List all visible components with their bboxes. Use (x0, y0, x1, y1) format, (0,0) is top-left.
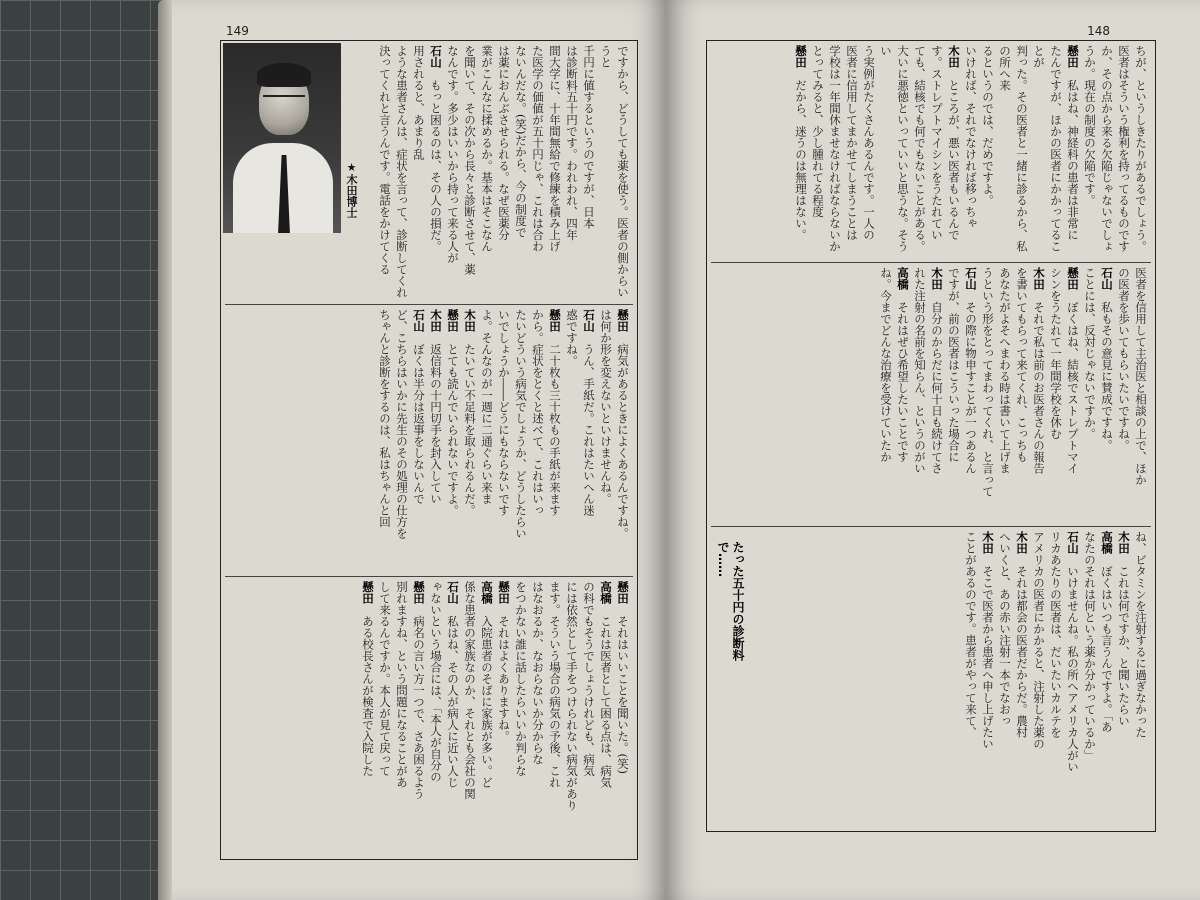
speaker-name: 木田 (1117, 531, 1131, 554)
text-column (928, 267, 945, 521)
speaker-name: 高橋 (599, 581, 613, 604)
speaker-name: 石山 (429, 45, 443, 68)
left-page (158, 0, 666, 900)
dialogue-text: それはいいことを聞いた。(笑) (616, 615, 630, 774)
text-column (826, 45, 843, 257)
dialogue-text: うか。現在の制度の欠陥です。 (1083, 45, 1097, 206)
dialogue-text: 別れますね、という問題になることがあ (395, 581, 409, 788)
dialogue-text: 医者に信用してまかせてしまうことは (845, 45, 859, 241)
text-column (461, 45, 478, 299)
text-column (1047, 267, 1064, 521)
speaker-name: 石山 (582, 309, 596, 332)
dialogue-text: の医者を歩いてもらいたいですね。 (1117, 267, 1131, 451)
text-column (359, 581, 376, 853)
dialogue-text: ぼくはね、結核でストレプトマイ (1066, 301, 1080, 474)
dialogue-text: 二十枚も三十枚もの手紙が来ます (548, 343, 562, 516)
dialogue-text: いけませんね。私の所へアメリカ人がい (1066, 565, 1080, 773)
speaker-name: 高橋 (1100, 531, 1114, 554)
left-text-frame (220, 40, 638, 860)
text-column (1098, 45, 1115, 257)
dialogue-text: これは何ですか、と聞いたらい (1117, 565, 1131, 727)
dialogue-text: それはよくありますね。 (497, 615, 511, 742)
dialogue-text: ような患者さんは、症状を言って、診断してくれ (395, 45, 409, 298)
speaker-name: 石山 (964, 267, 978, 290)
text-column (1013, 531, 1030, 825)
text-column (461, 581, 478, 853)
text-column (1047, 531, 1064, 825)
dialogue-text: 用されると、あまり乱 (412, 45, 426, 160)
text-column (376, 581, 393, 853)
text-column (1081, 531, 1098, 825)
dialogue-text: から。症状をとくと述べて、これはいっ (531, 309, 545, 516)
dialogue-text: へいくと、あの赤い注射一本でなおっ (998, 531, 1012, 727)
dialogue-text: ゃないという場合には、「本人が自分の (429, 581, 443, 783)
dialogue-text: なたのそれは何という薬か分かっているか」 (1083, 531, 1097, 761)
speaker-name: 懸田 (361, 581, 375, 604)
left-middle-tier (221, 305, 637, 575)
dialogue-text: ところが、悪い医者もいるんで (947, 79, 961, 241)
text-column (945, 45, 962, 257)
dialogue-text: うん、手紙だ。これはたいへん迷 (582, 343, 596, 516)
dialogue-text: して来るんですか。本人が見て戻って (378, 581, 392, 777)
text-column (495, 309, 512, 571)
dialogue-text: だから、迷うのは無理はない。 (794, 79, 808, 241)
text-column (580, 309, 597, 571)
text-column (444, 45, 461, 299)
speaker-name: 懸田 (794, 45, 808, 68)
dialogue-text: うという形をとってまわってくれ、と言って (981, 267, 995, 497)
text-column (512, 45, 529, 299)
dialogue-text: 惑ですね。 (565, 309, 579, 367)
text-column (979, 267, 996, 521)
text-column (1030, 531, 1047, 825)
dialogue-text: 病気があるときによくあるんですね。 (616, 343, 630, 539)
text-column (894, 267, 911, 521)
dialogue-text: 医者を信用して主治医と相談の上で、ほか (1134, 267, 1148, 486)
text-column (563, 45, 580, 299)
text-column (860, 45, 877, 257)
text-column (962, 45, 979, 257)
text-column (1098, 531, 1115, 825)
text-column (597, 581, 614, 853)
text-column (996, 45, 1030, 257)
text-column (495, 581, 512, 853)
dialogue-text: ぼくは半分は返事をしないんで (412, 343, 426, 505)
text-column (376, 45, 393, 299)
dialogue-text: ことには、反対じゃないですか。 (1083, 267, 1097, 440)
dialogue-text: 判った。その医者と一緒に診るから、私の所へ来 (998, 45, 1029, 252)
dialogue-text: ちが、というしきたりがあるでしょう。 (1134, 45, 1148, 252)
text-column (546, 309, 563, 571)
text-column (1132, 45, 1149, 257)
text-column (911, 45, 928, 257)
dialogue-text: もっと困るのは、その人の損だ。 (429, 79, 443, 252)
dialogue-text: シンをうたれて一年間学校を休む (1049, 267, 1063, 440)
dialogue-text: 大いに悪徳といっていいと思うな。そうい (879, 45, 910, 252)
text-column (979, 45, 996, 257)
dialogue-text: リカあたりの医者は、だいたいカルテを (1049, 531, 1063, 738)
dialogue-text: 千円に値するというのですが、日本 (582, 45, 596, 229)
text-column (1115, 531, 1132, 825)
speaker-name: 木田 (947, 45, 961, 68)
dialogue-text: ちゃんと診断をするのは、私はちゃんと回 (378, 309, 392, 528)
dialogue-text: あなたがよそへまわる時は書いて上げま (998, 267, 1012, 474)
text-column (478, 45, 495, 299)
dialogue-text: それは都会の医者だからだ。農村 (1015, 565, 1029, 738)
page-number-right: 148 (1087, 24, 1110, 38)
text-column (580, 45, 597, 299)
dialogue-text: それで私は前のお医者さんの報告 (1032, 301, 1046, 474)
text-column (809, 45, 826, 257)
text-column (597, 45, 631, 299)
page-edge (158, 0, 172, 900)
dialogue-text: 間大学に、十年間無給で修練を積み上げ (548, 45, 562, 252)
speaker-name: 木田 (1032, 267, 1046, 290)
text-column (1081, 45, 1098, 257)
dialogue-text: は診断料五十円です。われわれ、四年 (565, 45, 579, 241)
text-column (962, 531, 979, 825)
dialogue-text: その際に物申すことが一つあるん (964, 301, 978, 474)
dialogue-text: を書いてもらって来てくれ、こっちも (1015, 267, 1029, 463)
right-text-frame (706, 40, 1156, 832)
dialogue-text: いければ、それでなければ移っちゃ (964, 45, 978, 229)
text-column (1030, 267, 1047, 521)
dialogue-text: 返信料の十円切手を封入してい (429, 343, 443, 505)
right-bottom-tier (707, 527, 1155, 829)
text-column (1013, 267, 1030, 521)
text-column (478, 309, 495, 571)
left-bottom-tier (221, 577, 637, 857)
dialogue-text: 私はね、神経科の患者は非常に (1066, 79, 1080, 241)
dialogue-text: を聞いて、その次から長々と診断させて、薬 (463, 45, 477, 275)
speaker-name: 懸田 (616, 581, 630, 604)
dialogue-text: なんです。多少はいいから持って来る人が (446, 45, 460, 264)
text-column (512, 309, 529, 571)
speaker-name: 木田 (981, 531, 995, 554)
text-column (393, 581, 410, 853)
text-column (529, 581, 546, 853)
text-column (614, 309, 631, 571)
right-middle-tier (707, 263, 1155, 525)
text-column (393, 309, 410, 571)
photo-caption: ★木田博士 (345, 161, 358, 218)
speaker-name: 石山 (1100, 267, 1114, 290)
speaker-name: 懸田 (446, 309, 460, 332)
text-column (1115, 267, 1132, 521)
text-column (427, 309, 444, 571)
dialogue-text: 入院患者のそばに家族が多い。ど (480, 615, 494, 788)
text-column (614, 581, 631, 853)
dialogue-text: 病名の言い方一つで、さあ困るよう (412, 615, 426, 800)
dialogue-text: ぼくはいつも言うんですよ。「あ (1100, 565, 1114, 733)
dialogue-text: ね、ビタミンを注射するに過ぎなかった (1134, 531, 1148, 738)
text-column (444, 581, 461, 853)
portrait-photo (223, 43, 341, 233)
text-column (580, 581, 597, 853)
text-column (877, 267, 894, 521)
dialogue-text: るというのでは、だめですよ。 (981, 45, 995, 206)
dialogue-text: 業がこんなに揉めるか。基本はそこなん (480, 45, 494, 252)
dialogue-text: ですから、どうしても薬を使う。医者の側からいうと (599, 45, 630, 298)
dialogue-text: ある校長さんが検査で入院した (361, 615, 375, 777)
magazine-spread (150, 0, 1200, 900)
dialogue-text: これは医者として困る点は、病気 (599, 615, 613, 788)
speaker-name: 懸田 (548, 309, 562, 332)
speaker-name: 懸田 (1066, 45, 1080, 68)
text-column (792, 45, 809, 257)
dialogue-text: そこで医者から患者へ申し上げたい (981, 565, 995, 750)
dialogue-text: をつかない誰に話したらいいか判らな (514, 581, 528, 777)
dialogue-text: ですが、前の医者はこういった場合に (947, 267, 961, 463)
dialogue-text: には依然として手をつけられない病気があり (565, 581, 579, 811)
dialogue-text: いでしょうか――どうにもならないです (497, 309, 511, 516)
text-column (1064, 531, 1081, 825)
dialogue-text: たいてい不足料を取られるんだ。 (463, 343, 477, 516)
dialogue-text: の科でもそうでしょうけれども、病気 (582, 581, 596, 777)
dialogue-text: とても読んでいられないですよ。 (446, 343, 460, 516)
speaker-name: 懸田 (1066, 267, 1080, 290)
dialogue-text: 私もその意見に賛成ですね。 (1100, 301, 1114, 451)
dialogue-text: 学校は一年間休ませなければならないか (828, 45, 842, 252)
text-column (410, 309, 427, 571)
text-column (979, 531, 996, 825)
dialogue-text: 自分のからだに何十日も続けてさ (930, 301, 944, 474)
text-column (546, 581, 563, 853)
dialogue-text: か、その点から来る欠陥じゃないでしょ (1100, 45, 1114, 252)
dialogue-text: れた注射の名前を知らん、というのがい (913, 267, 927, 474)
text-column (1098, 267, 1115, 521)
text-column (444, 309, 461, 571)
text-column (996, 531, 1013, 825)
speaker-name: 石山 (1066, 531, 1080, 554)
dialogue-text: はなおるか、なおらないか分からな (531, 581, 545, 765)
dialogue-text: ます。そういう場合の病気の予後、これ (548, 581, 562, 788)
dialogue-text: 医者はそういう権利を持ってるものです (1117, 45, 1131, 252)
dialogue-text: す。ストレプトマイシンをうたれてい (930, 45, 944, 241)
dialogue-text: は薬におんぶさせられる。なぜ医薬分 (497, 45, 511, 241)
dialogue-text: 係な患者の家族なのか、それとも会社の関 (463, 581, 477, 800)
text-column (529, 45, 546, 299)
text-column (1064, 45, 1081, 257)
text-column (928, 45, 945, 257)
speaker-name: 懸田 (616, 309, 630, 332)
text-column (410, 581, 427, 853)
text-column (563, 581, 580, 853)
text-column (563, 309, 580, 571)
speaker-name: 石山 (412, 309, 426, 332)
speaker-name: 木田 (1015, 531, 1029, 554)
text-column (461, 309, 478, 571)
text-column (962, 267, 979, 521)
text-column (597, 309, 614, 571)
dialogue-text: たんですが、ほかの医者にかかってることが (1032, 45, 1063, 252)
dialogue-text: 決ってくれと言うんです。電話をかけてくる (378, 45, 392, 275)
text-column (1132, 531, 1149, 825)
speaker-name: 石山 (446, 581, 460, 604)
text-column (996, 267, 1013, 521)
text-column (1030, 45, 1064, 257)
speaker-name: 木田 (930, 267, 944, 290)
text-column (1081, 267, 1098, 521)
text-column (495, 45, 512, 299)
dialogue-text: たいどういう病気でしょうか、どうしたらい (514, 309, 528, 539)
text-column (1115, 45, 1132, 257)
dialogue-text: よ。そんなのが一週に二通ぐらい来ま (480, 309, 494, 505)
right-page (666, 0, 1200, 900)
section-subheading: たった五十円の診断料で…… (716, 541, 745, 661)
dialogue-text: ないんだな。(笑)だから、今の制度で (514, 45, 528, 238)
speaker-name: 木田 (429, 309, 443, 332)
text-column (427, 45, 444, 299)
dialogue-text: ど、こちらはいかに先生のその処理の仕方を (395, 309, 409, 539)
text-column (546, 45, 563, 299)
text-column (427, 581, 444, 853)
dialogue-text: 私はね、その人が病人に近い人じ (446, 615, 460, 788)
dialogue-text: た医学の価値が五十円じゃ、これは合わ (531, 45, 545, 252)
text-column (376, 309, 393, 571)
text-column (843, 45, 860, 257)
speaker-name: 高橋 (480, 581, 494, 604)
dialogue-text: ことがあるのです。患者がやって来て、 (964, 531, 978, 738)
speaker-name: 懸田 (497, 581, 511, 604)
dialogue-text: う実例がたくさんあるんです。一人の (862, 45, 876, 241)
text-column (1132, 267, 1149, 521)
dialogue-text: それはぜひ希望したいことです (896, 301, 910, 463)
speaker-name: 懸田 (412, 581, 426, 604)
dialogue-text: は何か形を変えないといけませんね。 (599, 309, 613, 505)
text-column (877, 45, 911, 257)
text-column (945, 267, 962, 521)
right-top-tier (707, 41, 1155, 261)
text-column (529, 309, 546, 571)
speaker-name: 木田 (463, 309, 477, 332)
text-column (393, 45, 410, 299)
text-column (1064, 267, 1081, 521)
speaker-name: 高橋 (896, 267, 910, 290)
text-column (512, 581, 529, 853)
text-column (410, 45, 427, 299)
page-number-left: 149 (226, 24, 249, 38)
dialogue-text: とってみると、少し腫れてる程度 (811, 45, 825, 218)
dialogue-text: ね。今までどんな治療を受けていたか (879, 267, 893, 463)
text-column (478, 581, 495, 853)
dialogue-text: アメリカの医者にかかると、注射した薬の (1032, 531, 1046, 750)
text-column (911, 267, 928, 521)
dialogue-text: ても、結核でも何でもないことがある。 (913, 45, 927, 252)
